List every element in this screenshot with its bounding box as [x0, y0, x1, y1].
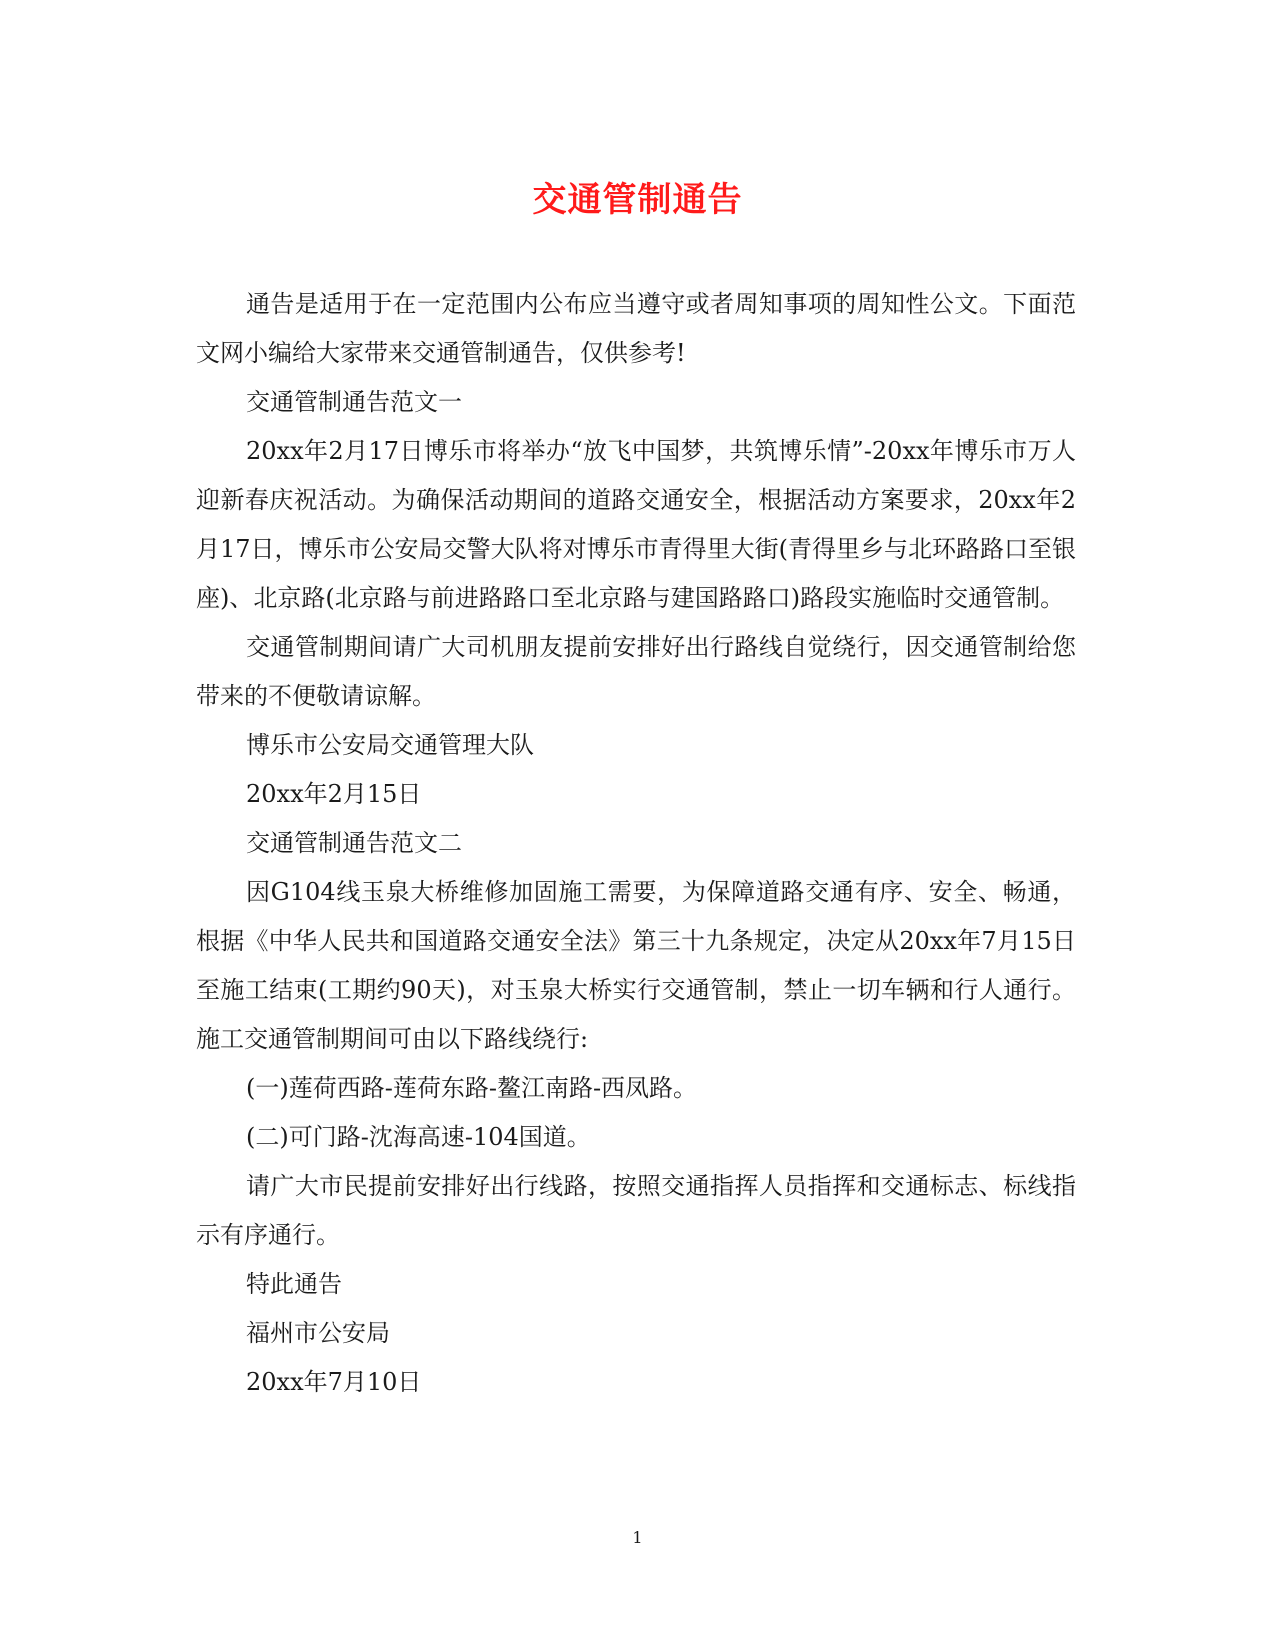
document-title: 交通管制通告 [532, 180, 743, 220]
sample-two-body: 因G104线玉泉大桥维修加固施工需要，为保障道路交通有序、安全、畅通，根据《中华人民共和国道路交通安全法》第三十九条规定，决定从20xx年7月15日至施工结束(工期约90天)，对玉泉大桥实行交通管制，禁止一切车辆和行人通行。施工交通管制期间可由以下路线绕行: [196, 878, 1076, 1053]
sample-one-heading: 交通管制通告范文一 [246, 388, 462, 416]
document-body [196, 280, 1076, 1407]
sample-two-signatory: 福州市公安局 [246, 1319, 390, 1347]
sample-one-body: 20xx年2月17日博乐市将举办“放飞中国梦，共筑博乐情”-20xx年博乐市万人迎新春庆祝活动。为确保活动期间的道路交通安全，根据活动方案要求，20xx年2月17日，博乐市公安局交警大队将对博乐市青得里大街(青得里乡与北环路路口至银座)、北京路(北京路与前进路路口至北京路与建国路路口)路段实施临时交通管制。 [196, 437, 1076, 612]
sample-two-closing: 特此通告 [246, 1270, 342, 1298]
sample-two-heading: 交通管制通告范文二 [246, 829, 462, 857]
sample-one-apology: 交通管制期间请广大司机朋友提前安排好出行路线自觉绕行，因交通管制给您带来的不便敬请谅解。 [196, 633, 1076, 710]
sample-one-date: 20xx年2月15日 [246, 780, 422, 808]
detour-route-one: (一)莲荷西路-莲荷东路-鳌江南路-西凤路。 [246, 1074, 698, 1102]
intro-paragraph: 通告是适用于在一定范围内公布应当遵守或者周知事项的周知性公文。下面范文网小编给大家带来交通管制通告，仅供参考! [196, 290, 1076, 367]
sample-two-date: 20xx年7月10日 [246, 1368, 422, 1396]
detour-route-two: (二)可门路-沈海高速-104国道。 [246, 1123, 591, 1151]
sample-two-request: 请广大市民提前安排好出行线路，按照交通指挥人员指挥和交通标志、标线指示有序通行。 [196, 1172, 1076, 1249]
sample-one-signatory: 博乐市公安局交通管理大队 [246, 731, 534, 759]
page-number: 1 [632, 1528, 643, 1547]
